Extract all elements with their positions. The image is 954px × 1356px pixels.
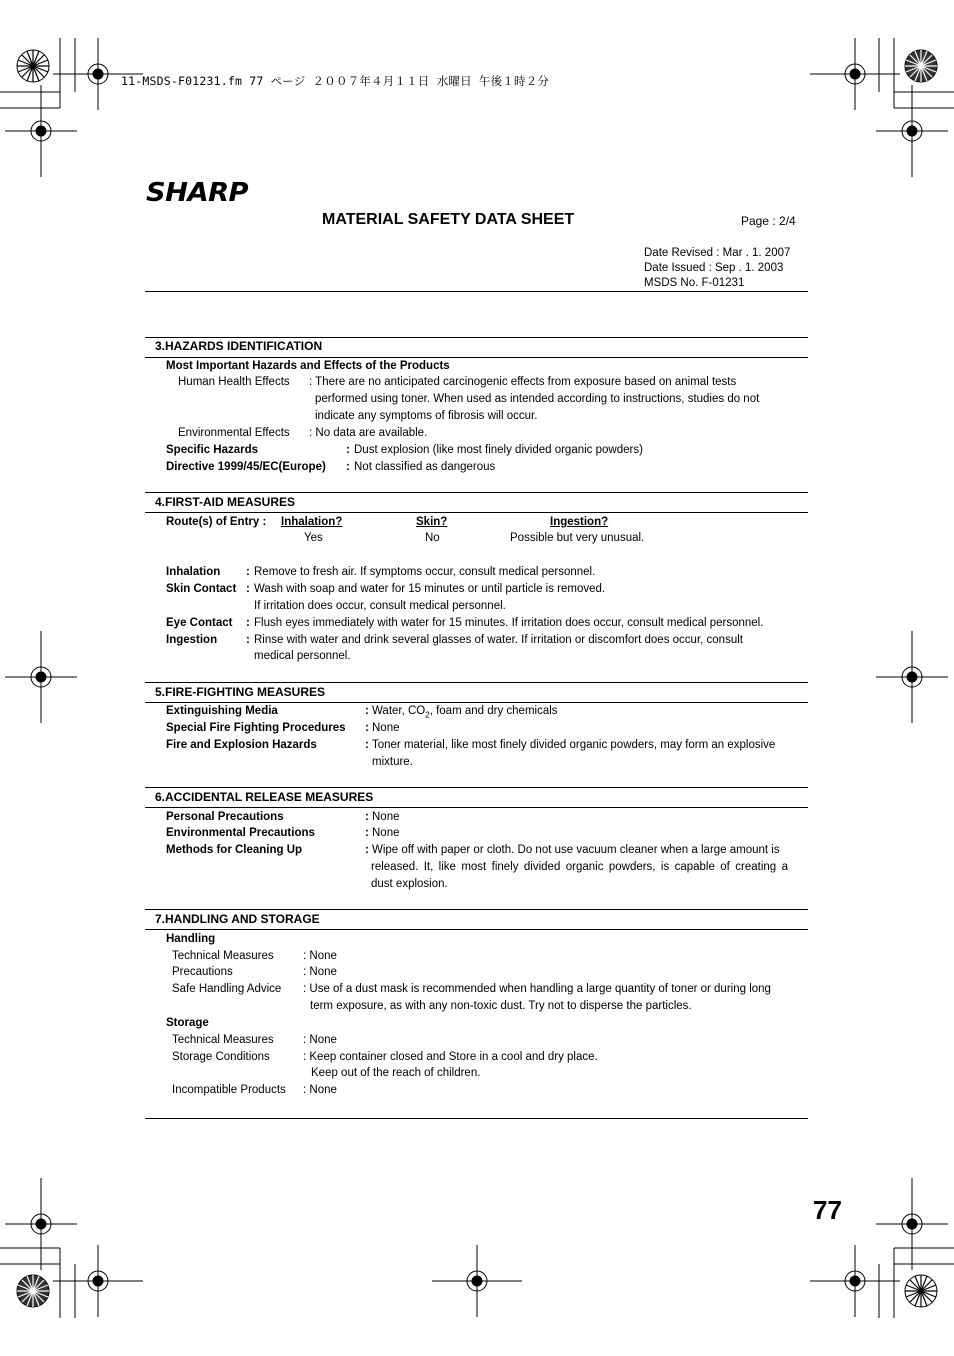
cleaning-methods-text: released. It, like most finely divided organic powders, is capable of creating a xyxy=(371,861,788,873)
environmental-precautions-text: None xyxy=(372,827,400,839)
page-number: 77 xyxy=(813,1195,842,1225)
colon: : xyxy=(246,617,250,629)
skin-header: Skin? xyxy=(416,516,448,528)
cleaning-methods-text: dust explosion. xyxy=(371,878,448,890)
specific-hazards-colon: : xyxy=(346,444,350,456)
skin-contact-text: If irritation does occur, consult medical personnel. xyxy=(254,600,506,612)
specific-hazards-label: Specific Hazards xyxy=(166,444,259,456)
directive-label: Directive 1999/45/EC(Europe) xyxy=(166,461,326,473)
personal-precautions-label: Personal Precautions xyxy=(166,811,284,823)
incompatible-products-label: Incompatible Products xyxy=(172,1084,286,1096)
section-rule xyxy=(145,807,808,808)
hazards-subheading: Most Important Hazards and Effects of the Products xyxy=(166,360,450,372)
ingestion-text: Rinse with water and drink several glasses of water. If irritation or discomfort does occur, consult xyxy=(254,634,743,646)
section-rule xyxy=(145,909,808,910)
environmental-effects-label: Environmental Effects xyxy=(178,427,290,439)
directive-colon: : xyxy=(346,461,350,473)
safe-handling-text: term exposure, as with any non-toxic dust. Try not to disperse the particles. xyxy=(310,1000,692,1012)
handling-technical-text: : None xyxy=(303,950,337,962)
storage-conditions-label: Storage Conditions xyxy=(172,1051,270,1063)
media-text-pre: Water, CO xyxy=(372,705,426,717)
colon: : xyxy=(365,722,369,734)
section-3-title: 3.HAZARDS IDENTIFICATION xyxy=(155,339,323,353)
ingestion-header: Ingestion? xyxy=(550,516,609,528)
colon: : xyxy=(365,811,369,823)
environmental-effects-text: : No data are available. xyxy=(309,427,428,439)
storage-heading: Storage xyxy=(166,1017,209,1029)
colon: : xyxy=(365,705,369,717)
media-text-post: , foam and dry chemicals xyxy=(429,705,558,717)
ingestion-label: Ingestion xyxy=(166,634,218,646)
incompatible-products-text: : None xyxy=(303,1084,337,1096)
directive-text: Not classified as dangerous xyxy=(354,461,496,473)
handling-technical-label: Technical Measures xyxy=(172,950,274,962)
human-health-text: indicate any symptoms of fibrosis will occur. xyxy=(315,410,538,422)
human-health-label: Human Health Effects xyxy=(178,376,290,388)
storage-conditions-text: : Keep container closed and Store in a cool and dry place. xyxy=(303,1051,598,1063)
colon: : xyxy=(365,827,369,839)
section-rule xyxy=(145,787,808,788)
colon: : xyxy=(246,566,250,578)
ingestion-text: medical personnel. xyxy=(254,650,351,662)
date-issued: Date Issued : Sep . 1. 2003 xyxy=(644,262,784,274)
handling-precautions-label: Precautions xyxy=(172,966,233,978)
safe-handling-label: Safe Handling Advice xyxy=(172,983,282,995)
special-procedures-label: Special Fire Fighting Procedures xyxy=(166,722,346,734)
extinguishing-media-label: Extinguishing Media xyxy=(166,705,278,717)
inhalation-text: Remove to fresh air. If symptoms occur, consult medical personnel. xyxy=(254,566,596,578)
skin-value: No xyxy=(425,532,440,544)
skin-contact-label: Skin Contact xyxy=(166,583,237,595)
inhalation-label: Inhalation xyxy=(166,566,221,578)
document-title: MATERIAL SAFETY DATA SHEET xyxy=(322,211,575,228)
ingestion-value: Possible but very unusual. xyxy=(510,532,645,544)
cleaning-methods-label: Methods for Cleaning Up xyxy=(166,844,303,856)
eye-contact-label: Eye Contact xyxy=(166,617,233,629)
sharp-logo: SHARP xyxy=(146,178,249,208)
section-rule xyxy=(145,682,808,683)
fire-explosion-text: Toner material, like most finely divided organic powders, may form an explosive xyxy=(372,739,776,751)
section-rule xyxy=(145,512,808,513)
handling-heading: Handling xyxy=(166,933,216,945)
eye-contact-text: Flush eyes immediately with water for 15 minutes. If irritation does occur, consult medical personnel. xyxy=(254,617,764,629)
section-4-title: 4.FIRST-AID MEASURES xyxy=(155,495,296,509)
handling-precautions-text: : None xyxy=(303,966,337,978)
section-rule xyxy=(145,492,808,493)
cleaning-methods-text: Wipe off with paper or cloth. Do not use vacuum cleaner when a large amount is xyxy=(372,844,780,856)
skin-contact-text: Wash with soap and water for 15 minutes or until particle is removed. xyxy=(254,583,606,595)
storage-technical-label: Technical Measures xyxy=(172,1034,274,1046)
storage-technical-text: : None xyxy=(303,1034,337,1046)
colon: : xyxy=(246,583,250,595)
section-7-title: 7.HANDLING AND STORAGE xyxy=(155,912,320,926)
fire-explosion-text: mixture. xyxy=(372,756,413,768)
print-header: 11-MSDS-F01231.fm 77 ページ ２００７年４月１１日 水曜日 午後１時２分 xyxy=(121,74,550,88)
extinguishing-media-text xyxy=(372,703,558,723)
section-5-title: 5.FIRE-FIGHTING MEASURES xyxy=(155,685,326,699)
inhalation-value: Yes xyxy=(304,532,323,544)
colon: : xyxy=(246,634,250,646)
route-of-entry-label: Route(s) of Entry : xyxy=(166,516,267,528)
date-revised: Date Revised : Mar . 1. 2007 xyxy=(644,247,791,259)
environmental-precautions-label: Environmental Precautions xyxy=(166,827,315,839)
colon: : xyxy=(365,844,369,856)
section-rule xyxy=(145,929,808,930)
storage-conditions-text: Keep out of the reach of children. xyxy=(311,1067,481,1079)
fire-explosion-label: Fire and Explosion Hazards xyxy=(166,739,317,751)
special-procedures-text: None xyxy=(372,722,400,734)
colon: : xyxy=(365,739,369,751)
specific-hazards-text: Dust explosion (like most finely divided organic powders) xyxy=(354,444,643,456)
human-health-text: performed using toner. When used as intended according to instructions, studies do not xyxy=(315,393,760,405)
inhalation-header: Inhalation? xyxy=(281,516,343,528)
personal-precautions-text: None xyxy=(372,811,400,823)
safe-handling-text: : Use of a dust mask is recommended when handling a large quantity of toner or during long xyxy=(303,983,771,995)
section-rule xyxy=(145,337,808,338)
media-subscript: 2 xyxy=(425,710,430,720)
page-indicator: Page : 2/4 xyxy=(741,214,796,228)
header-rule xyxy=(145,291,808,292)
section-6-title: 6.ACCIDENTAL RELEASE MEASURES xyxy=(155,790,374,804)
msds-number: MSDS No. F-01231 xyxy=(644,277,745,289)
footer-rule xyxy=(145,1118,808,1119)
human-health-text: : There are no anticipated carcinogenic effects from exposure based on animal tests xyxy=(309,376,737,388)
